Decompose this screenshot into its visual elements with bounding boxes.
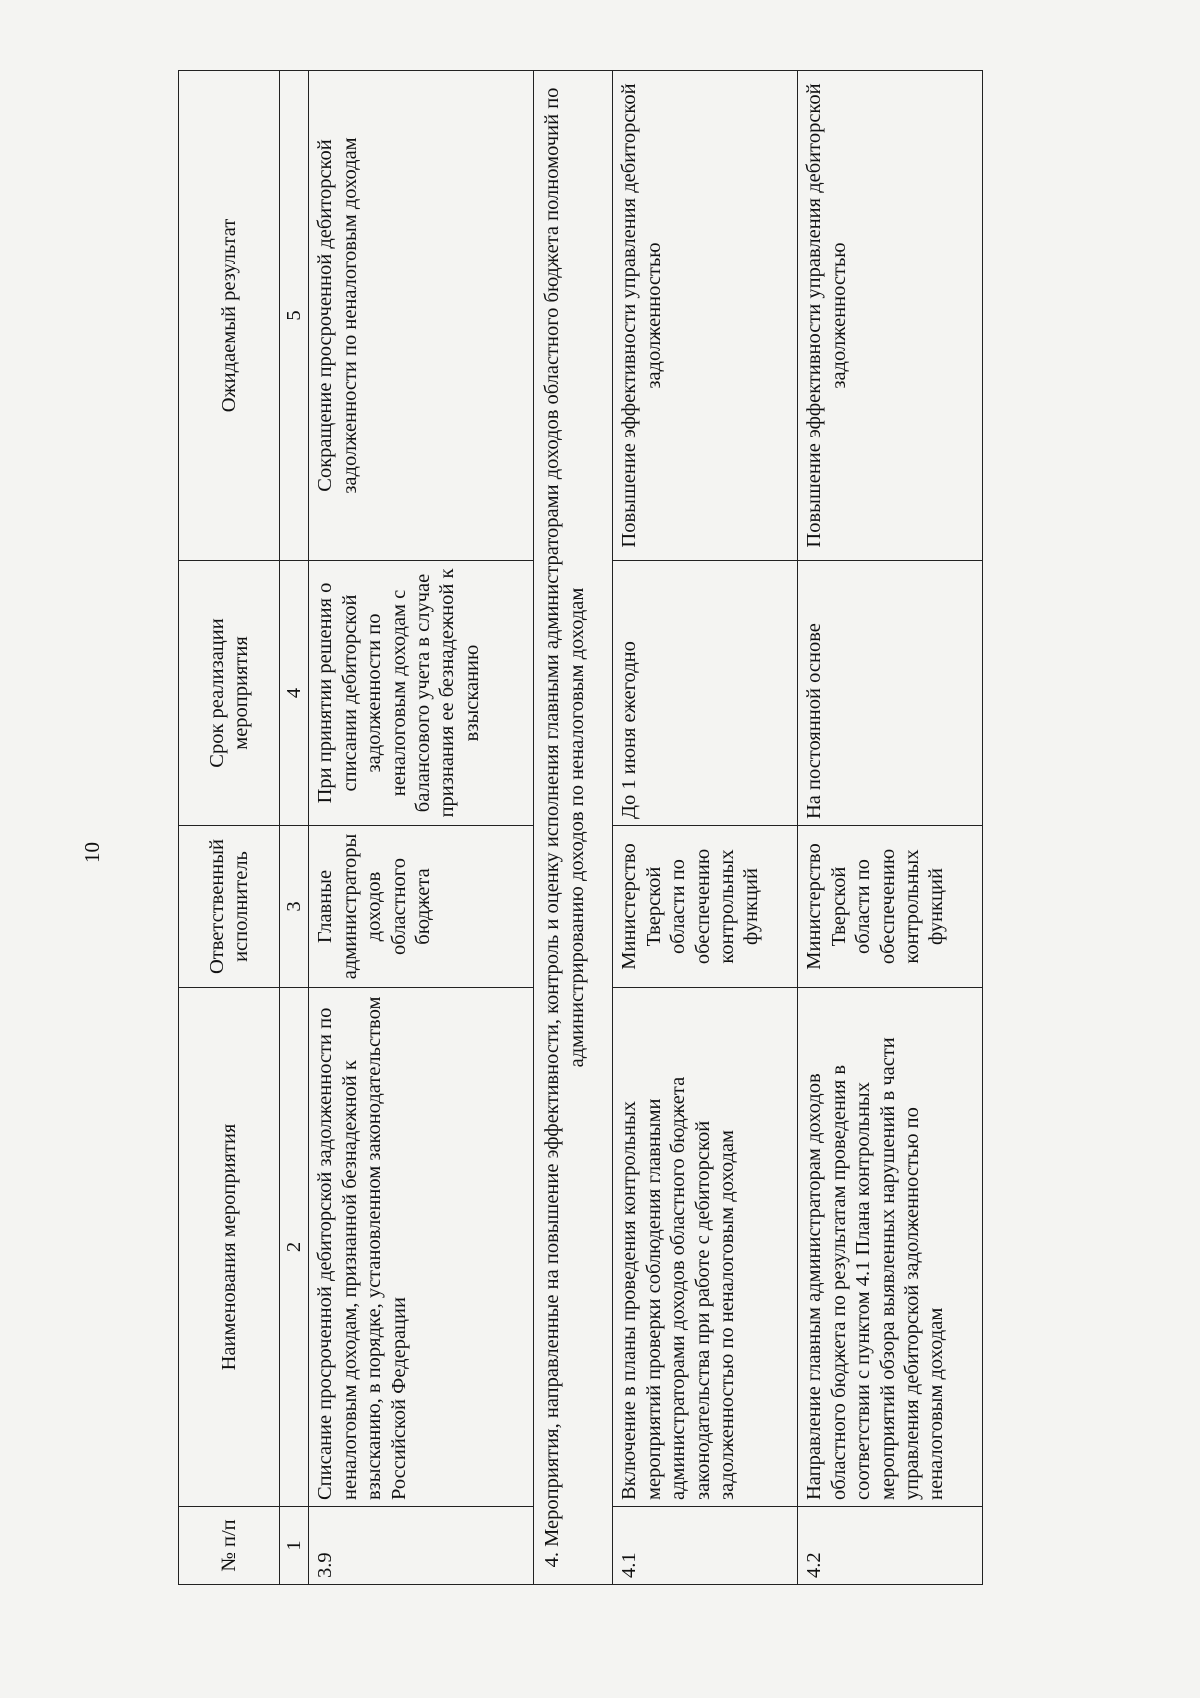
measure-name: Списание просроченной дебиторской задолженности по неналоговым доходам, признанной безнадежной к взысканию, в порядке, установленном законодательством Российской Федерации [309,988,534,1507]
measure-name: Включение в планы проведения контрольных мероприятий проверки соблюдения главными администраторами доходов областного бюджета законодательства при работе с дебиторской задолженностью по неналоговым доходам [613,988,798,1507]
table-row [309,71,534,1585]
measures-table [178,70,983,1585]
column-number: 3 [280,826,309,988]
section-heading: 4. Мероприятия, направленные на повышение эффективности, контроль и оценку исполнения главными администраторами доходов областного бюджета полномочий по администрированию доходов по неналоговым доходам [534,71,613,1585]
column-number-row [280,71,309,1585]
row-number: 3.9 [309,1507,534,1585]
page-number: 10 [80,842,104,863]
measure-executor: Главные администраторы доходов областного бюджета [309,826,534,988]
row-number: 4.1 [613,1507,798,1585]
measure-result: Сокращение просроченной дебиторской задолженности по неналоговым доходам [309,71,534,561]
header-num: № п/п [179,1507,280,1585]
section-heading-row [534,71,613,1585]
measure-result: Повышение эффективности управления дебиторской задолженностью [798,71,983,561]
column-number: 2 [280,988,309,1507]
row-number: 4.2 [798,1507,983,1585]
table-row [798,71,983,1585]
header-executor: Ответственный исполнитель [179,826,280,988]
header-term: Срок реализации мероприятия [179,561,280,826]
measure-executor: Министерство Тверской области по обеспечению контрольных функций [613,826,798,988]
header-name: Наименования мероприятия [179,988,280,1507]
measures-table-container [178,70,954,1585]
table-row [613,71,798,1585]
column-number: 4 [280,561,309,826]
measure-result: Повышение эффективности управления дебиторской задолженностью [613,71,798,561]
column-number: 5 [280,71,309,561]
measure-term: На постоянной основе [798,561,983,826]
measure-term: До 1 июня ежегодно [613,561,798,826]
rotated-table-frame [178,70,954,1585]
header-result: Ожидаемый результат [179,71,280,561]
measure-executor: Министерство Тверской области по обеспечению контрольных функций [798,826,983,988]
column-number: 1 [280,1507,309,1585]
measure-term: При принятии решения о списании дебиторской задолженности по неналоговым доходам с балансового учета в случае признания ее безнадежной к взысканию [309,561,534,826]
header-row [179,71,280,1585]
measure-name: Направление главным администраторам доходов областного бюджета по результатам проведения в соответствии с пунктом 4.1 Плана контрольных мероприятий обзора выявленных нарушений в части управления дебиторской задолженностью по неналоговым доходам [798,988,983,1507]
